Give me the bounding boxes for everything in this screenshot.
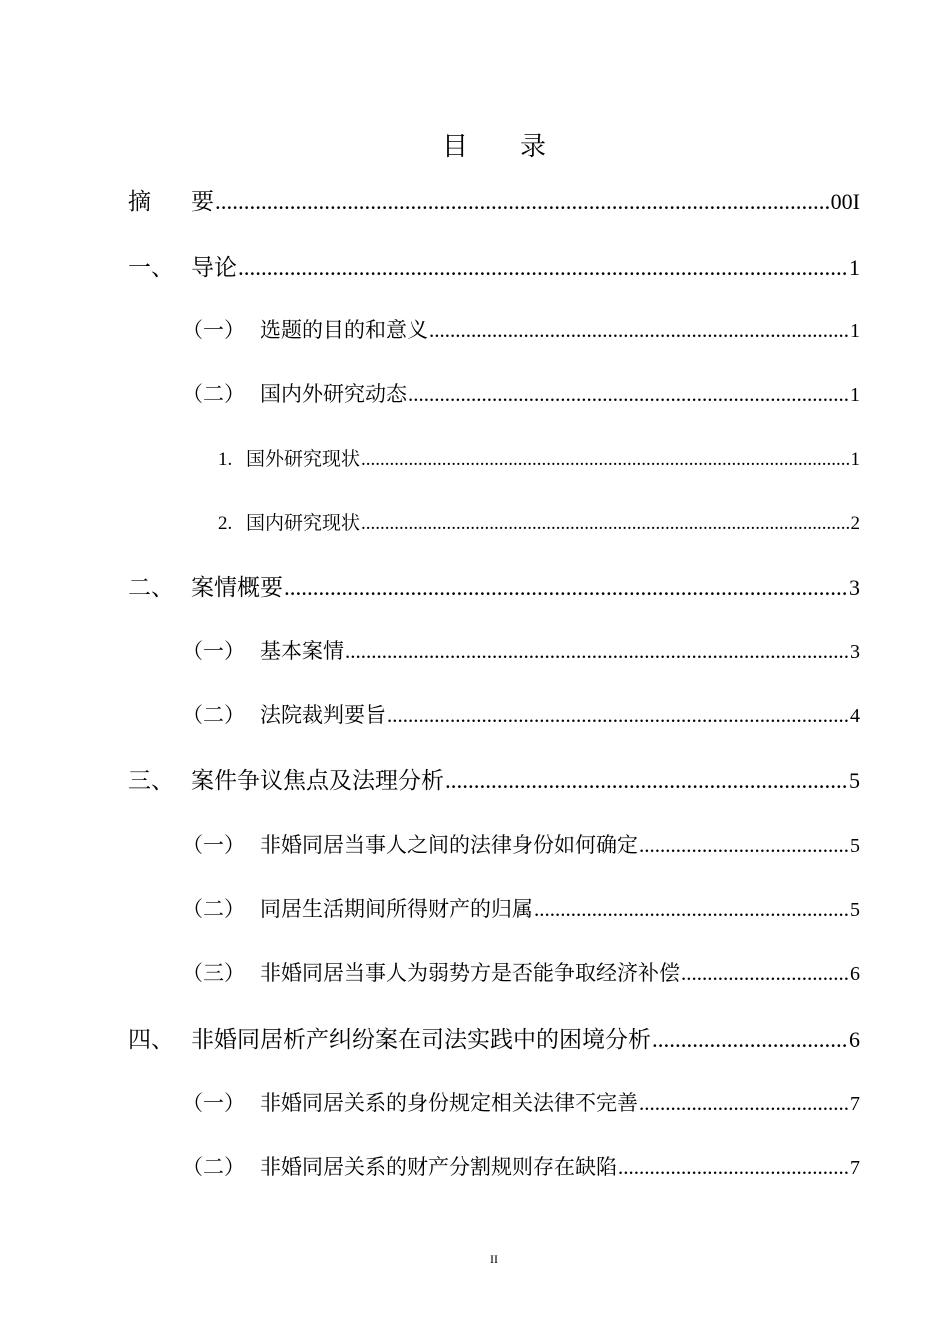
toc-entry-number: 三、: [128, 768, 174, 794]
toc-leader-dots: [284, 575, 848, 601]
toc-entry-page: 7: [850, 1093, 860, 1115]
toc-entry-page: 3: [849, 575, 860, 600]
toc-entry-number: 摘: [128, 189, 151, 215]
toc-entry-section[interactable]: [182, 699, 860, 729]
toc-entry-section[interactable]: [182, 1087, 860, 1117]
toc-title-left: 目: [441, 132, 468, 162]
toc-entry-number: 四、: [128, 1027, 174, 1053]
toc-entry-page: 00I: [830, 189, 860, 214]
toc-entry-text: 非婚同居关系的财产分割规则存在缺陷: [260, 1155, 617, 1179]
toc-entry-section[interactable]: [182, 957, 860, 987]
toc-leader-dots: [238, 255, 848, 281]
toc-entry-text: 选题的目的和意义: [260, 318, 428, 342]
toc-entry-page: 2: [850, 513, 860, 534]
toc-entry-text: 非婚同居析产纠纷案在司法实践中的困境分析: [191, 1027, 651, 1053]
toc-entry-text: 国外研究现状: [246, 448, 361, 470]
toc-entry-page: 1: [850, 449, 860, 470]
toc-entry-section[interactable]: [182, 378, 860, 408]
page-footer-number: II: [490, 1252, 498, 1266]
toc-entry-number: （一）: [182, 1091, 245, 1115]
toc-entry-section[interactable]: [182, 829, 860, 859]
toc-entry-chapter-4[interactable]: [128, 1021, 860, 1054]
toc-leader-dots: [618, 1155, 849, 1180]
toc-entry-text: 案件争议焦点及法理分析: [191, 768, 444, 794]
toc-entry-chapter-1[interactable]: [128, 249, 860, 282]
toc-entry-number: 1.: [218, 449, 233, 470]
toc-entry-number: （二）: [182, 703, 245, 727]
toc-entry-page: 3: [850, 641, 860, 663]
toc-title: [0, 126, 950, 163]
toc-entry-page: 7: [850, 1157, 860, 1179]
toc-entry-section[interactable]: [182, 1151, 860, 1181]
toc-entry-section[interactable]: [182, 635, 860, 665]
toc-entry-text: 法院裁判要旨: [260, 703, 386, 727]
toc-entry-abstract[interactable]: [128, 183, 860, 216]
toc-entry-text: 国内外研究动态: [260, 382, 407, 406]
toc-entry-text: 案情概要: [191, 575, 283, 601]
toc-entry-page: 1: [850, 320, 860, 342]
toc-entry-number: （一）: [182, 318, 245, 342]
toc-leader-dots: [534, 897, 849, 922]
toc-entry-subsection[interactable]: [218, 508, 860, 535]
toc-entry-number: （三）: [182, 961, 245, 985]
toc-leader-dots: [361, 513, 849, 535]
toc-entry-number: （一）: [182, 833, 245, 857]
toc-entry-page: 4: [850, 705, 860, 727]
toc-entry-subsection[interactable]: [218, 444, 860, 471]
toc-entry-number: （二）: [182, 382, 245, 406]
toc-entry-page: 5: [850, 899, 860, 921]
toc-leader-dots: [445, 768, 848, 794]
toc-entry-page: 6: [850, 963, 860, 985]
toc-entry-chapter-3[interactable]: [128, 762, 860, 795]
toc-leader-dots: [639, 1091, 849, 1116]
toc-entry-section[interactable]: [182, 314, 860, 344]
toc-entry-section[interactable]: [182, 893, 860, 923]
toc-entry-number: 二、: [128, 575, 174, 601]
toc-entry-page: 6: [849, 1027, 860, 1052]
toc-entry-number: （二）: [182, 897, 245, 921]
toc-entry-number: 一、: [128, 255, 174, 281]
toc-leader-dots: [408, 382, 849, 407]
toc-entry-number: 2.: [218, 513, 233, 534]
toc-entry-text: 基本案情: [260, 639, 344, 663]
toc-leader-dots: [639, 833, 849, 858]
toc-entry-text: 要: [191, 189, 214, 215]
toc-entry-page: 1: [849, 255, 860, 280]
toc-entry-number: （二）: [182, 1155, 245, 1179]
toc-entry-text: 国内研究现状: [246, 512, 361, 534]
toc-entry-text: 非婚同居关系的身份规定相关法律不完善: [260, 1091, 638, 1115]
toc-leader-dots: [387, 703, 849, 728]
toc-entry-text: 同居生活期间所得财产的归属: [260, 897, 533, 921]
toc-leader-dots: [215, 189, 830, 215]
toc-title-right: 录: [520, 132, 547, 162]
toc-entry-text: 导论: [191, 255, 237, 281]
toc-leader-dots: [429, 318, 849, 343]
toc-entry-page: 5: [849, 768, 860, 793]
toc-entry-page: 1: [850, 384, 860, 406]
toc-leader-dots: [652, 1027, 848, 1053]
toc-entry-number: （一）: [182, 639, 245, 663]
toc-entry-text: 非婚同居当事人为弱势方是否能争取经济补偿: [260, 961, 680, 985]
toc-leader-dots: [361, 449, 849, 471]
toc-leader-dots: [345, 639, 849, 664]
toc-entry-page: 5: [850, 835, 860, 857]
toc-entry-text: 非婚同居当事人之间的法律身份如何确定: [260, 833, 638, 857]
toc-leader-dots: [681, 961, 849, 986]
toc-entry-chapter-2[interactable]: [128, 569, 860, 602]
